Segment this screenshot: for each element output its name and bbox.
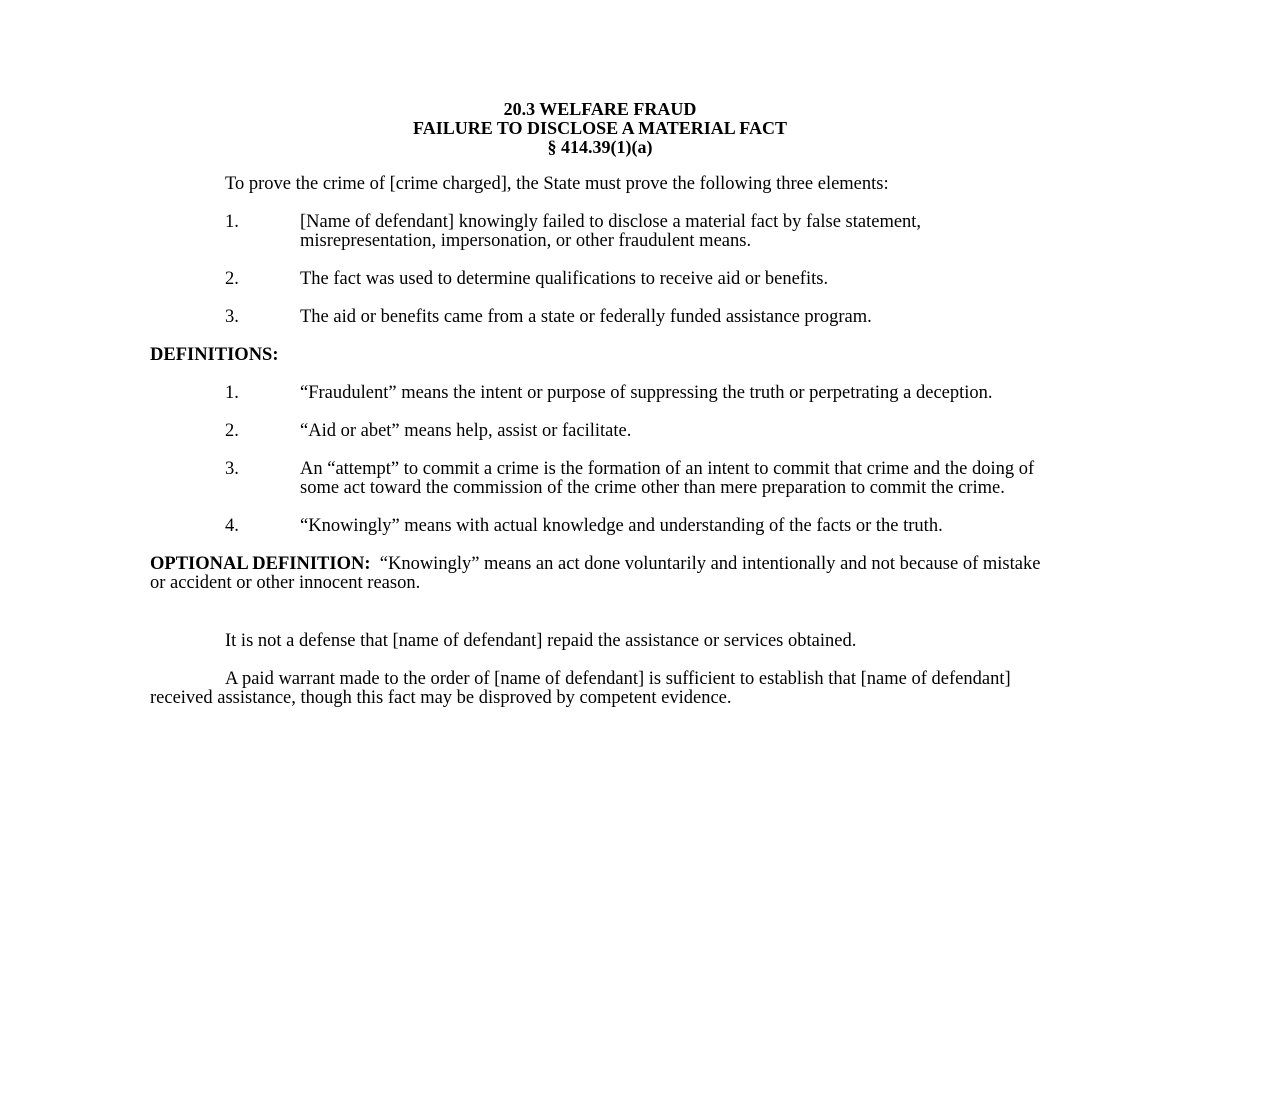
list-text: “Fraudulent” means the intent or purpose of suppressing the truth or perpetrating a deception. xyxy=(300,383,993,403)
list-item xyxy=(150,308,1050,327)
list-text: The aid or benefits came from a state or federally funded assistance program. xyxy=(300,307,872,327)
list-item xyxy=(150,270,1050,289)
warrant-paragraph: A paid warrant made to the order of [name of defendant] is sufficient to establish that [name of defendant] received assistance, though this fact may be disproved by competent evidence. xyxy=(150,669,1011,708)
list-text: The fact was used to determine qualifications to receive aid or benefits. xyxy=(300,269,829,289)
list-number: 2. xyxy=(225,421,239,441)
list-item xyxy=(150,384,1050,403)
list-number: 3. xyxy=(225,459,239,479)
list-item xyxy=(150,213,1050,251)
title-line-1: 20.3 WELFARE FRAUD xyxy=(503,99,697,119)
optional-definition xyxy=(150,555,1050,593)
title-line-2: FAILURE TO DISCLOSE A MATERIAL FACT xyxy=(413,118,787,138)
list-number: 2. xyxy=(225,269,239,289)
list-text: “Knowingly” means with actual knowledge and understanding of the facts or the truth. xyxy=(300,516,943,536)
document-page xyxy=(150,100,1050,708)
list-item xyxy=(150,460,1050,498)
list-number: 1. xyxy=(225,383,239,403)
list-number: 1. xyxy=(225,212,239,232)
defense-paragraph: It is not a defense that [name of defendant] repaid the assistance or services obtained. xyxy=(225,631,857,651)
list-item xyxy=(150,422,1050,441)
list-item xyxy=(150,517,1050,536)
document-title xyxy=(150,100,1050,157)
definitions-heading: DEFINITIONS: xyxy=(150,345,279,365)
optional-definition-label: OPTIONAL DEFINITION: xyxy=(150,554,371,574)
optional-definition-text: “Knowingly” means an act done voluntarily and intentionally and not because of mistake or accident or other innocent reason. xyxy=(150,554,1041,593)
list-text: An “attempt” to commit a crime is the formation of an intent to commit that crime and the doing of some act toward the commission of the crime other than mere preparation to commit the crime. xyxy=(300,459,1035,498)
list-number: 4. xyxy=(225,516,239,536)
intro-paragraph: To prove the crime of [crime charged], the State must prove the following three elements: xyxy=(225,174,889,194)
list-text: [Name of defendant] knowingly failed to disclose a material fact by false statement, misrepresentation, impersonation, or other fraudulent means. xyxy=(300,212,922,251)
elements-list xyxy=(150,213,1050,327)
list-number: 3. xyxy=(225,307,239,327)
title-line-3: § 414.39(1)(a) xyxy=(547,137,653,157)
definitions-list xyxy=(150,384,1050,536)
list-text: “Aid or abet” means help, assist or facilitate. xyxy=(300,421,632,441)
